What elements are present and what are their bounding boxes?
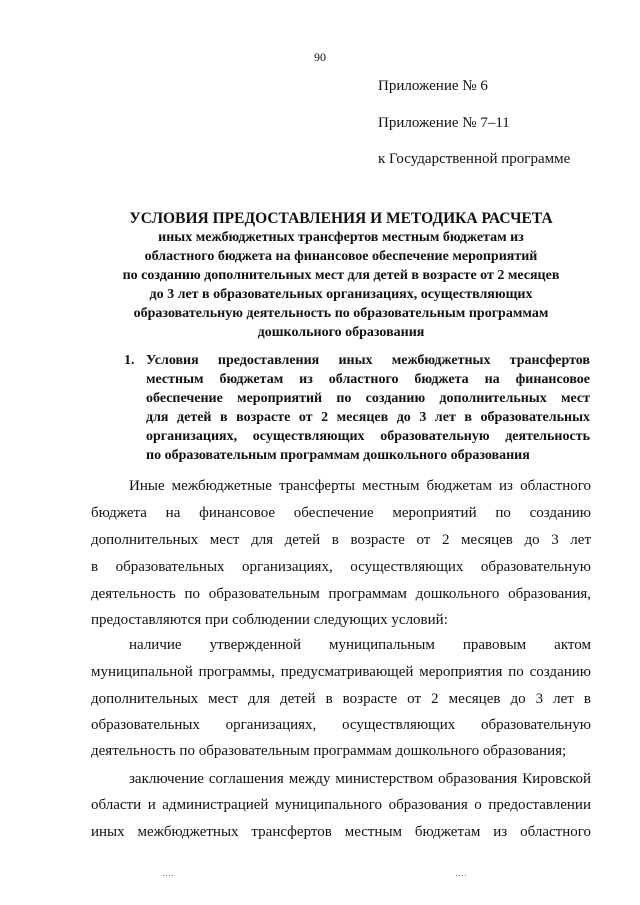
appendix-line-3: к Государственной программе: [378, 151, 571, 167]
body-line: иных межбюджетных трансфертов местным бюджетам из областного: [91, 824, 591, 840]
body-line: бюджета на финансовое обеспечение мероприятий по созданию: [91, 505, 591, 521]
section-number: 1.: [124, 353, 135, 368]
body-line: области и администрацией муниципального образования о предоставлении: [91, 797, 591, 813]
scan-mark: ‥‥: [162, 868, 175, 878]
body-line: образовательных организациях, осуществляющих образовательную: [91, 717, 591, 733]
document-title: [96, 209, 586, 342]
body-line: предоставляются при соблюдении следующих условий:: [91, 612, 448, 628]
section-heading-line: для детей в возрасте от 2 месяцев до 3 лет в образовательных: [146, 410, 590, 425]
body-line: деятельность по образовательным программам дошкольного образования,: [91, 586, 591, 602]
appendix-line-1: Приложение № 6: [378, 78, 488, 94]
section-heading-line: по образовательным программам дошкольного образования: [146, 448, 530, 463]
section-heading-line: местным бюджетам из областного бюджета на финансовое: [146, 372, 590, 387]
section-heading-line: Условия предоставления иных межбюджетных трансфертов: [146, 353, 590, 368]
body-line: деятельность по образовательным программам дошкольного образования;: [91, 743, 567, 759]
document-title-line: областного бюджета на финансовое обеспечение мероприятий: [144, 249, 538, 264]
body-line: муниципальной программы, предусматривающей мероприятия по созданию: [91, 664, 591, 680]
body-line: дополнительных мест для детей в возрасте от 2 месяцев до 3 лет в: [91, 691, 591, 707]
body-line: заключение соглашения между министерством образования Кировской: [129, 771, 591, 787]
document-title-line: иных межбюджетных трансфертов местным бюджетам из: [158, 230, 524, 245]
section-heading-line: организациях, осуществляющих образовательную деятельность: [146, 429, 590, 444]
document-title-line: по созданию дополнительных мест для детей в возрасте от 2 месяцев: [122, 268, 560, 283]
body-line: Иные межбюджетные трансферты местным бюджетам из областного: [129, 478, 591, 494]
body-line: в образовательных организациях, осуществляющих образовательную: [91, 559, 591, 575]
document-title-line: дошкольного образования: [257, 325, 425, 340]
page-number: 90: [314, 50, 326, 64]
appendix-line-2: Приложение № 7–11: [378, 115, 510, 131]
scan-mark: ‥‥: [455, 868, 468, 878]
document-title-line: образовательную деятельность по образовательным программам: [133, 306, 549, 321]
section-heading-line: обеспечение мероприятий по созданию дополнительных мест: [146, 391, 590, 406]
body-line: дополнительных мест для детей в возрасте от 2 месяцев до 3 лет: [91, 532, 591, 548]
document-title-line: до 3 лет в образовательных организациях, осуществляющих: [149, 287, 533, 302]
section-heading-1: [124, 351, 590, 465]
body-line: наличие утвержденной муниципальным правовым актом: [129, 637, 591, 653]
document-title-main: УСЛОВИЯ ПРЕДОСТАВЛЕНИЯ И МЕТОДИКА РАСЧЕТА: [129, 210, 553, 227]
